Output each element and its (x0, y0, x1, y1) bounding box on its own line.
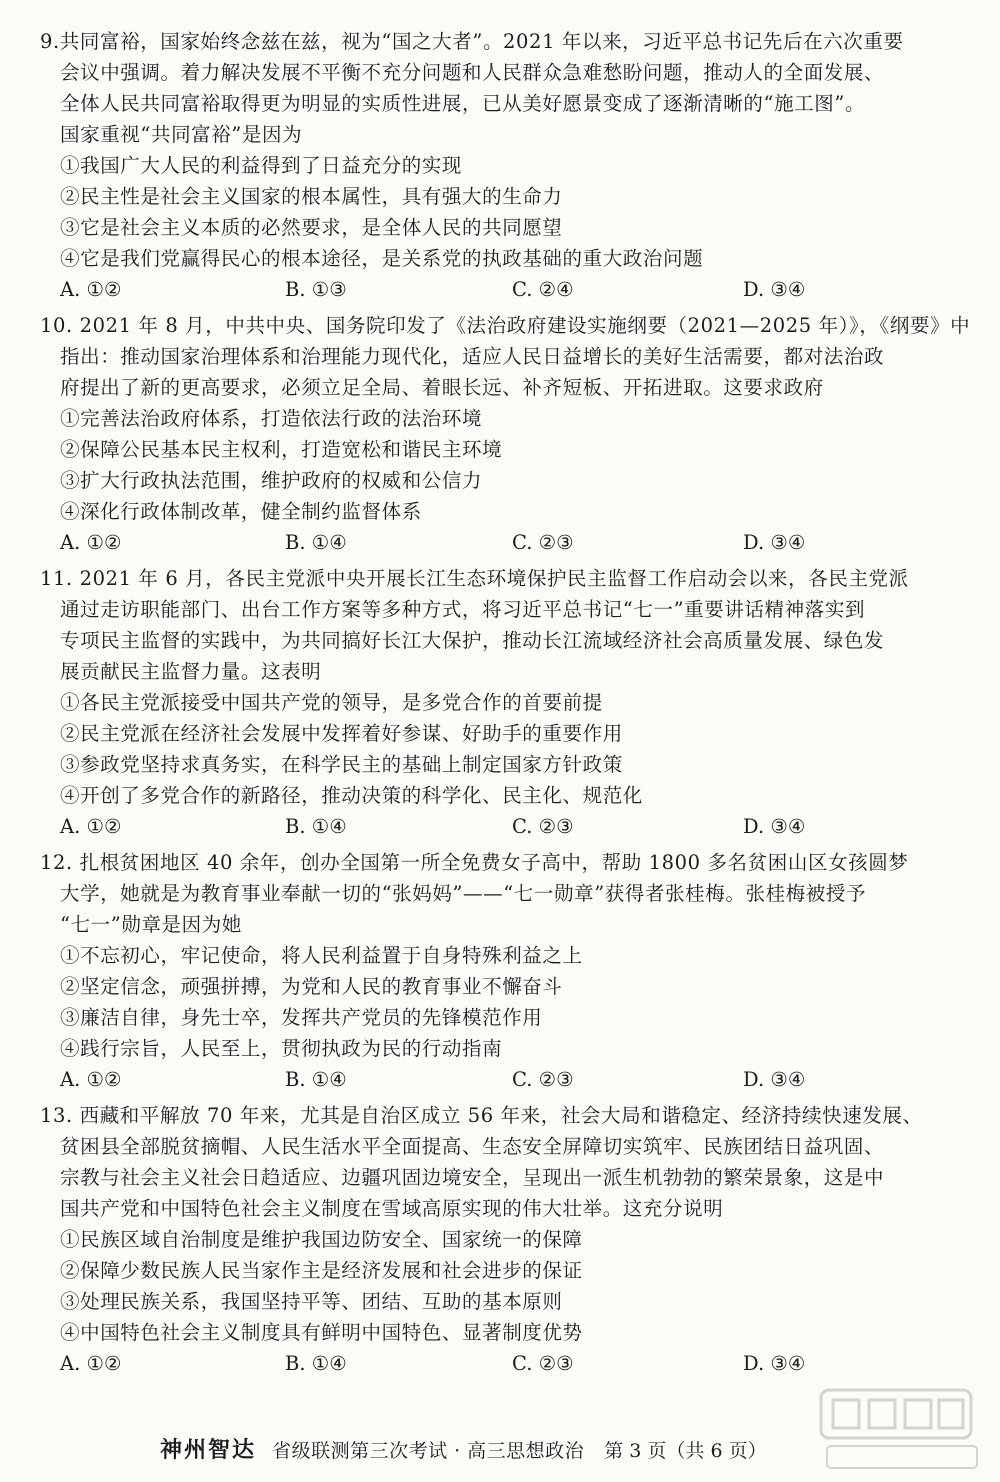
option-2: ②民主党派在经济社会发展中发挥着好参谋、好助手的重要作用 (60, 722, 623, 745)
choice-a: A. ①② (60, 815, 122, 838)
question-stem: 宗教与社会主义社会日趋适应、边疆巩固边境安全，呈现出一派生机勃勃的繁荣景象，这是中 (60, 1166, 885, 1189)
option-3: ③它是社会主义本质的必然要求，是全体人民的共同愿望 (60, 216, 563, 239)
option-3: ③参政党坚持求真务实，在科学民主的基础上制定国家方针政策 (60, 753, 623, 776)
choice-b: B. ①④ (285, 1068, 347, 1091)
option-1: ①我国广大人民的利益得到了日益充分的实现 (60, 154, 463, 177)
question-stem: 指出：推动国家治理体系和治理能力现代化，适应人民日益增长的美好生活需要，都对法治政 (60, 345, 885, 368)
choice-c: C. ②③ (512, 815, 574, 838)
choice-d: D. ③④ (743, 815, 806, 838)
question-stem: 府提出了新的更高要求，必须立足全局、着眼长远、补齐短板、开拓进取。这要求政府 (60, 376, 824, 399)
option-4: ④开创了多党合作的新路径，推动决策的科学化、民主化、规范化 (60, 784, 643, 807)
choice-c: C. ②③ (512, 1352, 574, 1375)
option-2: ②坚定信念，顽强拼搏，为党和人民的教育事业不懈奋斗 (60, 975, 563, 998)
option-3: ③处理民族关系，我国坚持平等、团结、互助的基本原则 (60, 1290, 563, 1313)
question-stem: 大学，她就是为教育事业奉献一切的“张妈妈”——“七一勋章”获得者张桂梅。张桂梅被授予 (60, 882, 867, 905)
option-4: ④它是我们党赢得民心的根本途径，是关系党的执政基础的重大政治问题 (60, 247, 704, 270)
question-stem: 贫困县全部脱贫摘帽、人民生活水平全面提高、生态安全屏障切实筑牢、民族团结日益巩固、 (60, 1135, 885, 1158)
answer-choices (60, 1348, 960, 1379)
choice-d: D. ③④ (743, 1068, 806, 1091)
question-stem: 10. 2021 年 8 月，中共中央、国务院印发了《法治政府建设实施纲要（2021—2025 年）》，《纲要》中 (40, 314, 971, 337)
choice-c: C. ②③ (512, 531, 574, 554)
watermark-stamp (813, 1384, 988, 1474)
brand-name: 神州智达 (160, 1437, 257, 1463)
question-stem: 会议中强调。着力解决发展不平衡不充分问题和人民群众急难愁盼问题，推动人的全面发展、 (60, 61, 885, 84)
question-stem: 全体人民共同富裕取得更为明显的实质性进展，已从美好愿景变成了逐渐清晰的“施工图”。 (60, 92, 866, 115)
option-4: ④深化行政体制改革，健全制约监督体系 (60, 500, 422, 523)
choice-b: B. ①④ (285, 1352, 347, 1375)
option-4: ④中国特色社会主义制度具有鲜明中国特色、显著制度优势 (60, 1321, 583, 1344)
choice-d: D. ③④ (743, 278, 806, 301)
answer-choices (60, 274, 960, 305)
choice-c: C. ②③ (512, 1068, 574, 1091)
question-stem: 展贡献民主监督力量。这表明 (60, 660, 322, 683)
choice-c: C. ②④ (512, 278, 574, 301)
choice-d: D. ③④ (743, 1352, 806, 1375)
question-stem: 通过走访职能部门、出台工作方案等多种方式，将习近平总书记“七一”重要讲话精神落实到 (60, 598, 866, 621)
exam-title: 省级联测第三次考试 · 高三思想政治 (272, 1440, 585, 1462)
option-1: ①完善法治政府体系，打造依法行政的法治环境 (60, 407, 483, 430)
choice-d: D. ③④ (743, 531, 806, 554)
option-3: ③廉洁自律，身先士卒，发挥共产党员的先锋模范作用 (60, 1006, 543, 1029)
option-4: ④践行宗旨，人民至上，贯彻执政为民的行动指南 (60, 1037, 503, 1060)
option-1: ①不忘初心，牢记使命，将人民利益置于自身特殊利益之上 (60, 944, 583, 967)
choice-a: A. ①② (60, 1352, 122, 1375)
question-stem: “七一”勋章是因为她 (60, 913, 242, 936)
question-stem: 9.共同富裕，国家始终念兹在兹，视为“国之大者”。2021 年以来，习近平总书记先后在六次重要 (40, 30, 904, 53)
choice-a: A. ①② (60, 1068, 122, 1091)
page-number: 第 3 页（共 6 页） (604, 1440, 767, 1462)
option-3: ③扩大行政执法范围，维护政府的权威和公信力 (60, 469, 483, 492)
choice-a: A. ①② (60, 531, 122, 554)
choice-b: B. ①③ (285, 278, 347, 301)
option-1: ①民族区域自治制度是维护我国边防安全、国家统一的保障 (60, 1228, 583, 1251)
page-footer (160, 1433, 860, 1467)
answer-choices (60, 811, 960, 842)
option-1: ①各民主党派接受中国共产党的领导，是多党合作的首要前提 (60, 691, 603, 714)
choice-b: B. ①④ (285, 531, 347, 554)
option-2: ②保障公民基本民主权利，打造宽松和谐民主环境 (60, 438, 503, 461)
choice-b: B. ①④ (285, 815, 347, 838)
question-stem: 11. 2021 年 6 月，各民主党派中央开展长江生态环境保护民主监督工作启动会以来，各民主党派 (40, 567, 909, 590)
option-2: ②民主性是社会主义国家的根本属性，具有强大的生命力 (60, 185, 563, 208)
question-stem: 专项民主监督的实践中，为共同搞好长江大保护，推动长江流域经济社会高质量发展、绿色发 (60, 629, 885, 652)
answer-choices (60, 527, 960, 558)
question-stem: 国共产党和中国特色社会主义制度在雪域高原实现的伟大壮举。这充分说明 (60, 1197, 724, 1220)
choice-a: A. ①② (60, 278, 122, 301)
answer-choices (60, 1064, 960, 1095)
question-stem: 13. 西藏和平解放 70 年来，尤其是自治区成立 56 年来，社会大局和谐稳定、经济持续快速发展、 (40, 1104, 923, 1127)
question-stem: 国家重视“共同富裕”是因为 (60, 123, 303, 146)
question-stem: 12. 扎根贫困地区 40 余年，创办全国第一所全免费女子高中，帮助 1800 多名贫困山区女孩圆梦 (40, 851, 909, 874)
option-2: ②保障少数民族人民当家作主是经济发展和社会进步的保证 (60, 1259, 583, 1282)
